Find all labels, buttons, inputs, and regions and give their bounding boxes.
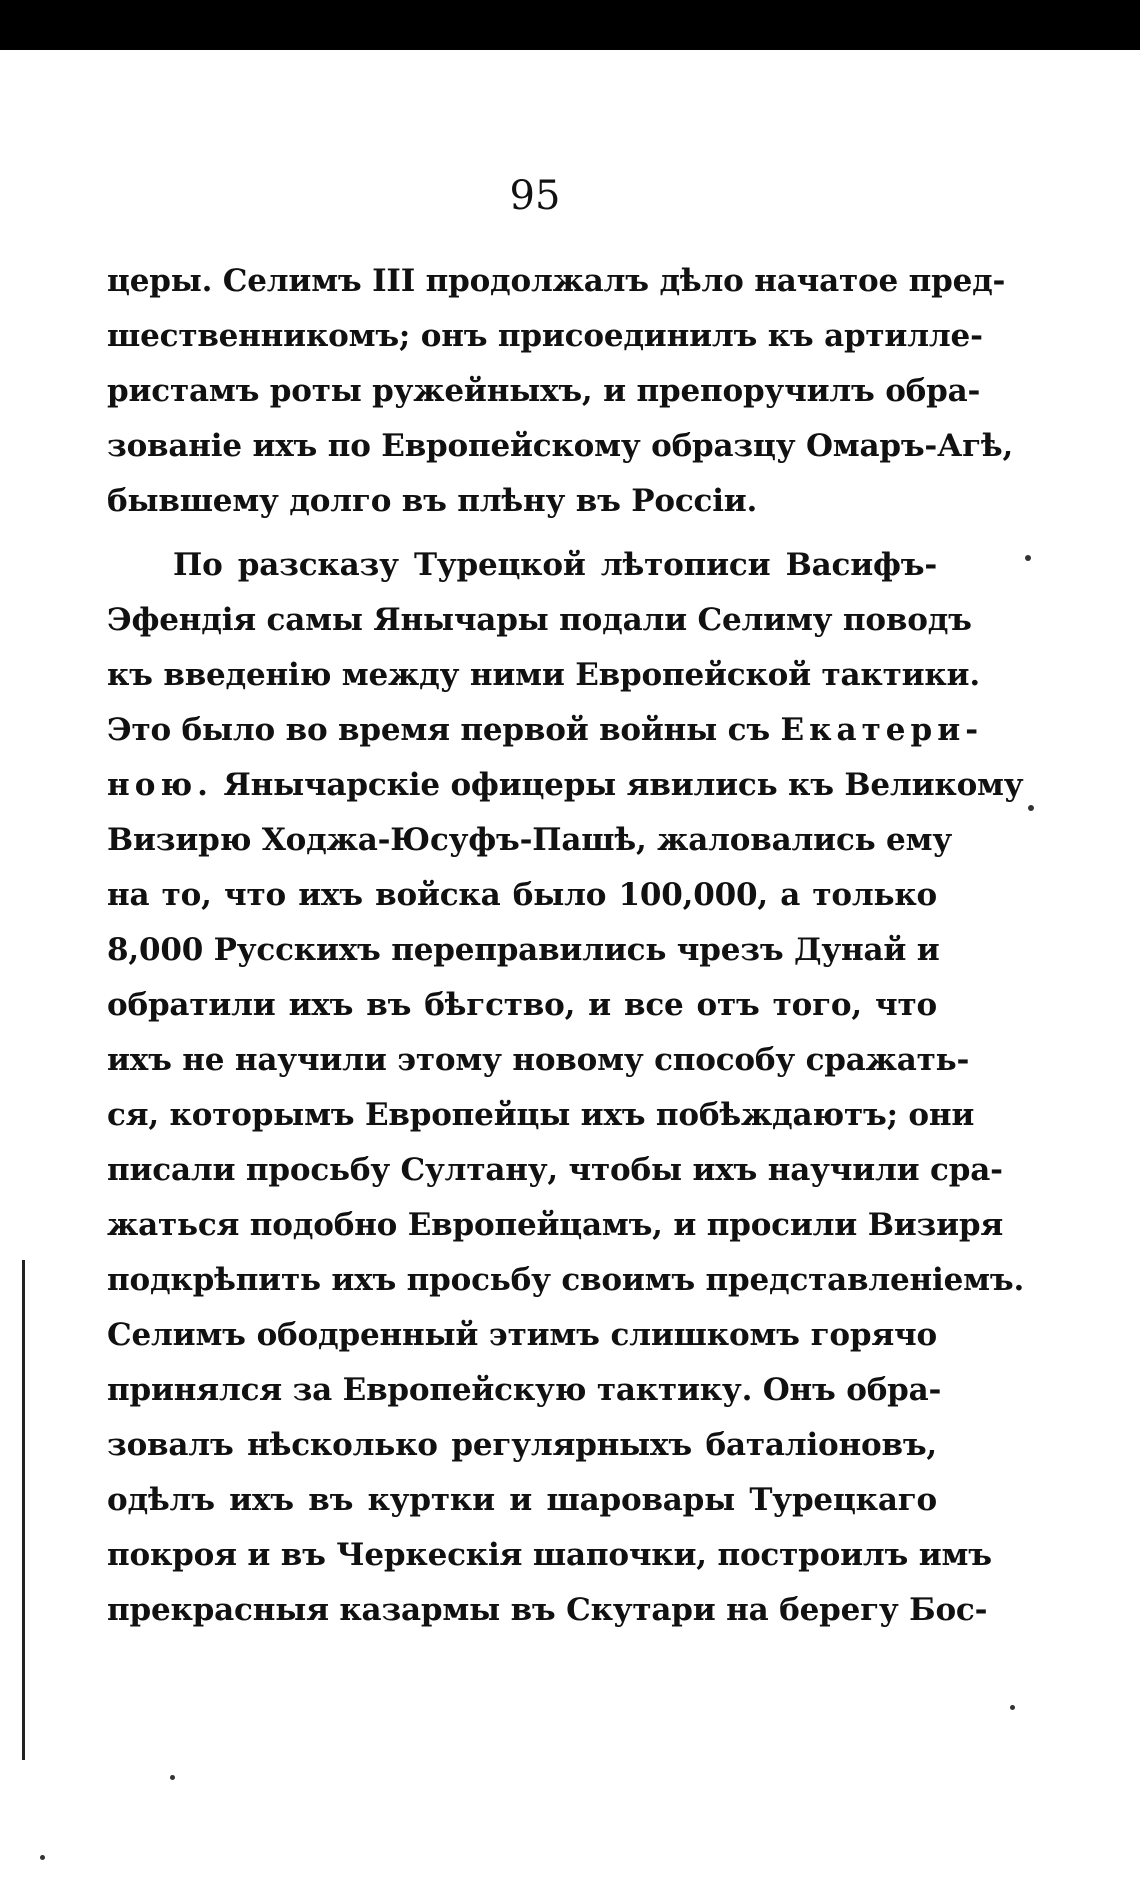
scan-speck bbox=[1025, 555, 1031, 561]
text-line-content: ристамъ роты ружейныхъ, и препоручилъ обра- bbox=[107, 373, 981, 409]
text-line bbox=[107, 1418, 937, 1473]
text-line bbox=[107, 1583, 988, 1638]
text-line bbox=[107, 309, 983, 364]
text-line bbox=[107, 813, 952, 868]
text-line-content: на то, что ихъ войска было 100,000, а только bbox=[107, 877, 937, 913]
text-line bbox=[107, 1143, 1003, 1198]
text-line-content: прекрасныя казармы въ Скутари на берегу Бос- bbox=[107, 1592, 988, 1628]
text-line-content: писали просьбу Султану, чтобы ихъ научили сра- bbox=[107, 1152, 1003, 1188]
text-line-content: зованіе ихъ по Европейскому образцу Омаръ-Агѣ, bbox=[107, 428, 1014, 464]
scan-speck bbox=[170, 1775, 175, 1780]
scan-speck bbox=[1010, 1705, 1015, 1710]
text-line bbox=[107, 923, 940, 978]
text-line bbox=[107, 538, 937, 593]
text-line bbox=[107, 593, 972, 648]
spaced-name: Екатери- bbox=[780, 712, 984, 748]
text-line-content: зовалъ нѣсколько регулярныхъ баталіоновъ, bbox=[107, 1427, 937, 1463]
spaced-name: ною. bbox=[107, 767, 213, 803]
text-line-content: Эфендія самы Янычары подали Селиму поводъ bbox=[107, 602, 972, 638]
text-line bbox=[107, 1528, 992, 1583]
text-line bbox=[107, 419, 1014, 474]
text-line-content: Визирю Ходжа-Юсуфъ-Пашѣ, жаловались ему bbox=[107, 822, 952, 858]
page-number: 95 bbox=[509, 173, 561, 219]
text-line bbox=[107, 868, 937, 923]
text-line bbox=[107, 758, 1024, 813]
text-line bbox=[107, 1088, 975, 1143]
text-line bbox=[107, 1198, 1004, 1253]
scan-speck bbox=[1028, 805, 1034, 811]
text-line-content: бывшему долго въ плѣну въ Россіи. bbox=[107, 483, 758, 519]
text-line bbox=[107, 703, 984, 758]
text-line bbox=[107, 364, 981, 419]
text-line-content: подкрѣпить ихъ просьбу своимъ представленіемъ. bbox=[107, 1262, 1025, 1298]
text-line-content: церы. Селимъ III продолжалъ дѣло начатое пред- bbox=[107, 263, 1006, 299]
text-line bbox=[107, 978, 937, 1033]
text-line-content: ся, которымъ Европейцы ихъ побѣждаютъ; они bbox=[107, 1097, 975, 1133]
text-line-content: Селимъ ободренный этимъ слишкомъ горячо bbox=[107, 1317, 937, 1353]
text-line bbox=[107, 1308, 937, 1363]
scan-top-border bbox=[0, 0, 1140, 50]
text-line-content: ихъ не научили этому новому способу сражать- bbox=[107, 1042, 970, 1078]
text-line-content: принялся за Европейскую тактику. Онъ обра- bbox=[107, 1372, 942, 1408]
text-line-content: шественникомъ; онъ присоединилъ къ артилле- bbox=[107, 318, 983, 354]
text-line-content: къ введенію между ними Европейской тактики. bbox=[107, 657, 980, 693]
text-line-content: Янычарскіе офицеры явились къ Великому bbox=[212, 767, 1024, 803]
text-line bbox=[107, 254, 1006, 309]
text-line-content: одѣлъ ихъ въ куртки и шаровары Турецкаго bbox=[107, 1482, 937, 1518]
text-line bbox=[107, 1473, 937, 1528]
scan-left-edge bbox=[22, 1260, 25, 1760]
body-text bbox=[107, 254, 1025, 1638]
text-line bbox=[107, 1253, 1025, 1308]
text-line bbox=[107, 474, 937, 529]
text-line-content: жаться подобно Европейцамъ, и просили Визиря bbox=[107, 1207, 1004, 1243]
text-line-content: Это было во время первой войны съ bbox=[107, 712, 781, 748]
text-line bbox=[107, 1363, 942, 1418]
text-line-content: обратили ихъ въ бѣгство, и все отъ того, что bbox=[107, 987, 937, 1023]
text-line-content: По разсказу Турецкой лѣтописи Васифъ- bbox=[173, 547, 937, 583]
text-line-content: 8,000 Русскихъ переправились чрезъ Дунай и bbox=[107, 932, 940, 968]
scan-speck bbox=[40, 1855, 45, 1860]
text-line-content: покроя и въ Черкескія шапочки, построилъ имъ bbox=[107, 1537, 992, 1573]
text-line bbox=[107, 1033, 970, 1088]
text-line bbox=[107, 648, 980, 703]
